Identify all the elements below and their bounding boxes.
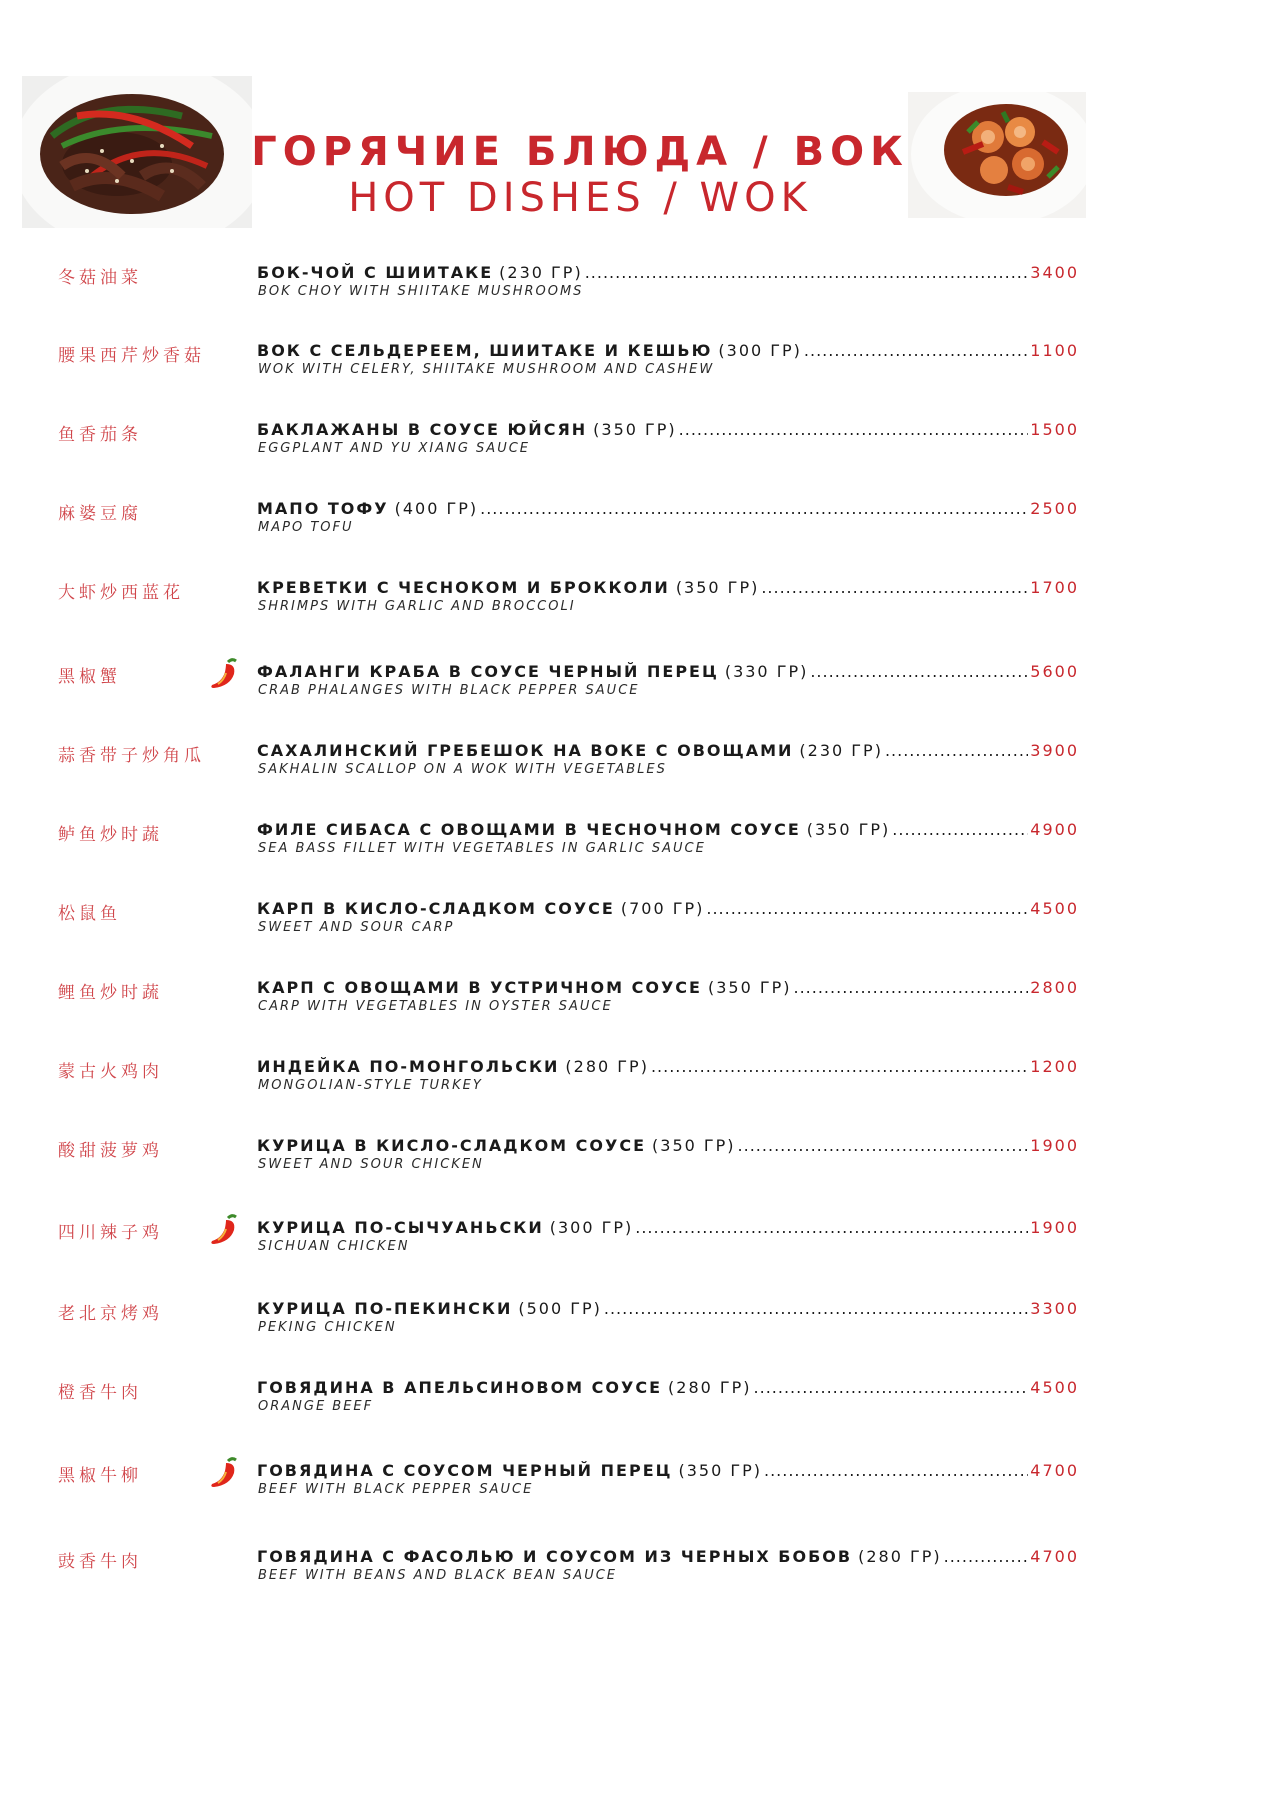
menu-item: [0, 499, 1282, 549]
dish-name-chinese: 松鼠鱼: [58, 904, 121, 924]
dish-name-chinese: 蒜香带子炒角瓜: [58, 746, 205, 766]
dish-name-russian: КУРИЦА В КИСЛО-СЛАДКОМ СОУСЕ: [257, 1136, 647, 1155]
dish-name-russian: КУРИЦА ПО-ПЕКИНСКИ: [257, 1299, 513, 1318]
dish-weight: (230 ГР): [799, 741, 883, 760]
dish-name-english: SEA BASS FILLET WITH VEGETABLES IN GARLIC SAUCE: [258, 841, 706, 856]
chili-pepper-icon: [206, 1212, 242, 1248]
dish-name-english: SHRIMPS WITH GARLIC AND BROCCOLI: [258, 599, 576, 614]
dot-leader: [764, 1461, 1028, 1480]
dot-leader: [794, 978, 1029, 997]
dish-price: 4500: [1030, 899, 1079, 918]
dish-name-english: EGGPLANT AND YU XIANG SAUCE: [258, 441, 530, 456]
dot-leader: [944, 1547, 1029, 1566]
dish-name-russian: САХАЛИНСКИЙ ГРЕБЕШОК НА ВОКЕ С ОВОЩАМИ: [257, 741, 794, 760]
dish-weight: (280 ГР): [565, 1057, 649, 1076]
dish-name-english: CRAB PHALANGES WITH BLACK PEPPER SAUCE: [258, 683, 640, 698]
dish-line: [257, 978, 1079, 997]
dish-price: 1900: [1030, 1136, 1079, 1155]
menu-item: [0, 1299, 1282, 1349]
dish-name-russian: МАПО ТОФУ: [257, 499, 389, 518]
dish-name-english: ORANGE BEEF: [258, 1399, 374, 1414]
dot-leader: [892, 820, 1028, 839]
dot-leader: [585, 263, 1029, 282]
dish-name-english: WOK WITH CELERY, SHIITAKE MUSHROOM AND CASHEW: [258, 362, 715, 377]
menu-item: [0, 741, 1282, 791]
dish-line: [257, 1547, 1079, 1566]
dish-weight: (350 ГР): [806, 820, 891, 839]
dish-name-russian: ГОВЯДИНА С ФАСОЛЬЮ И СОУСОМ ИЗ ЧЕРНЫХ БОБОВ: [257, 1547, 853, 1566]
menu-item: [0, 978, 1282, 1028]
dot-leader: [604, 1299, 1028, 1318]
dish-name-chinese: 鱼香茄条: [58, 425, 142, 445]
menu-item: [0, 820, 1282, 870]
menu-item: [0, 263, 1282, 313]
dish-name-chinese: 冬菇油菜: [58, 268, 142, 288]
dish-name-english: BEEF WITH BLACK PEPPER SAUCE: [258, 1482, 534, 1497]
dish-line: [257, 341, 1079, 360]
dish-price: 2800: [1030, 978, 1079, 997]
dish-weight: (350 ГР): [675, 578, 760, 597]
dish-name-chinese: 蒙古火鸡肉: [58, 1062, 163, 1082]
dish-line: [257, 499, 1079, 518]
dot-leader: [706, 899, 1028, 918]
dish-name-russian: КУРИЦА ПО-СЫЧУАНЬСКИ: [257, 1218, 544, 1237]
dish-name-russian: БАКЛАЖАНЫ В СОУСЕ ЮЙСЯН: [257, 420, 588, 439]
chili-pepper-icon: [206, 1455, 242, 1491]
dish-name-english: BEEF WITH BEANS AND BLACK BEAN SAUCE: [258, 1568, 618, 1583]
dish-name-russian: КРЕВЕТКИ С ЧЕСНОКОМ И БРОККОЛИ: [257, 578, 670, 597]
dish-name-chinese: 四川辣子鸡: [58, 1223, 163, 1243]
dish-price: 3400: [1030, 263, 1079, 282]
dot-leader: [480, 499, 1028, 518]
title-russian: ГОРЯЧИЕ БЛЮДА / ВОК: [251, 129, 909, 175]
dish-price: 4700: [1030, 1461, 1079, 1480]
dish-name-chinese: 豉香牛肉: [58, 1552, 142, 1572]
dot-leader: [761, 578, 1028, 597]
dish-name-russian: КАРП С ОВОЩАМИ В УСТРИЧНОМ СОУСЕ: [257, 978, 702, 997]
dish-price: 3900: [1030, 741, 1079, 760]
dish-line: [257, 741, 1079, 760]
dot-leader: [754, 1378, 1029, 1397]
dish-name-russian: ВОК С СЕЛЬДЕРЕЕМ, ШИИТАКЕ И КЕШЬЮ: [257, 341, 713, 360]
dish-weight: (300 ГР): [718, 341, 802, 360]
menu-item: [0, 1547, 1282, 1597]
dish-weight: (280 ГР): [858, 1547, 942, 1566]
dot-leader: [810, 662, 1028, 681]
menu-item: [0, 341, 1282, 391]
dish-weight: (500 ГР): [518, 1299, 602, 1318]
dish-line: [257, 1461, 1079, 1480]
dish-line: [257, 662, 1079, 681]
dish-weight: (350 ГР): [707, 978, 792, 997]
dish-price: 4900: [1030, 820, 1079, 839]
dish-name-english: SWEET AND SOUR CHICKEN: [258, 1157, 484, 1172]
dish-price: 4500: [1030, 1378, 1079, 1397]
dish-price: 1100: [1030, 341, 1079, 360]
dot-leader: [804, 341, 1028, 360]
dish-name-russian: ФАЛАНГИ КРАБА В СОУСЕ ЧЕРНЫЙ ПЕРЕЦ: [257, 662, 719, 681]
menu-item: [0, 1136, 1282, 1186]
dish-weight: (350 ГР): [652, 1136, 736, 1155]
dish-name-chinese: 酸甜菠萝鸡: [58, 1141, 163, 1161]
dish-name-russian: ГОВЯДИНА В АПЕЛЬСИНОВОМ СОУСЕ: [257, 1378, 663, 1397]
dish-price: 2500: [1030, 499, 1079, 518]
dish-name-chinese: 老北京烤鸡: [58, 1304, 163, 1324]
dish-weight: (230 ГР): [499, 263, 583, 282]
dish-name-chinese: 黑椒蟹: [58, 667, 121, 687]
dish-price: 3300: [1030, 1299, 1079, 1318]
dish-name-chinese: 腰果西芹炒香菇: [58, 346, 205, 366]
dish-name-chinese: 橙香牛肉: [58, 1383, 142, 1403]
dot-leader: [738, 1136, 1029, 1155]
dish-name-chinese: 大虾炒西蓝花: [58, 583, 184, 603]
dot-leader: [635, 1218, 1028, 1237]
dot-leader: [651, 1057, 1028, 1076]
dish-name-russian: ГОВЯДИНА С СОУСОМ ЧЕРНЫЙ ПЕРЕЦ: [257, 1461, 673, 1480]
menu-item: [0, 578, 1282, 628]
dish-line: [257, 263, 1079, 282]
dish-name-english: SAKHALIN SCALLOP ON A WOK WITH VEGETABLES: [258, 762, 667, 777]
dish-name-english: SICHUAN CHICKEN: [258, 1239, 410, 1254]
dish-name-russian: БОК-ЧОЙ С ШИИТАКЕ: [257, 263, 494, 282]
menu-item: [0, 1218, 1282, 1268]
dish-weight: (700 ГР): [620, 899, 705, 918]
dish-price: 1500: [1030, 420, 1079, 439]
dish-name-russian: ФИЛЕ СИБАСА С ОВОЩАМИ В ЧЕСНОЧНОМ СОУСЕ: [257, 820, 801, 839]
dish-weight: (330 ГР): [724, 662, 809, 681]
dish-line: [257, 1378, 1079, 1397]
dish-line: [257, 1057, 1079, 1076]
dish-price: 1200: [1030, 1057, 1079, 1076]
dish-name-chinese: 鲤鱼炒时蔬: [58, 983, 163, 1003]
dish-name-chinese: 鲈鱼炒时蔬: [58, 825, 163, 845]
dish-name-chinese: 麻婆豆腐: [58, 504, 142, 524]
dish-name-russian: КАРП В КИСЛО-СЛАДКОМ СОУСЕ: [257, 899, 615, 918]
dish-line: [257, 820, 1079, 839]
dish-name-english: SWEET AND SOUR CARP: [258, 920, 455, 935]
dish-line: [257, 420, 1079, 439]
dish-weight: (300 ГР): [549, 1218, 634, 1237]
dish-price: 1700: [1030, 578, 1079, 597]
chili-pepper-icon: [206, 656, 242, 692]
dish-name-english: MAPO TOFU: [258, 520, 354, 535]
dish-name-english: BOK CHOY WITH SHIITAKE MUSHROOMS: [258, 284, 584, 299]
dish-line: [257, 1218, 1079, 1237]
dish-name-russian: ИНДЕЙКА ПО-МОНГОЛЬСКИ: [257, 1057, 560, 1076]
dish-weight: (350 ГР): [593, 420, 677, 439]
menu-item: [0, 1461, 1282, 1511]
menu-item: [0, 420, 1282, 470]
dish-weight: (400 ГР): [394, 499, 479, 518]
title-english: HOT DISHES / WOK: [348, 175, 812, 221]
dish-price: 5600: [1030, 662, 1079, 681]
dish-line: [257, 899, 1079, 918]
dish-price: 4700: [1030, 1547, 1079, 1566]
dish-name-english: MONGOLIAN-STYLE TURKEY: [258, 1078, 483, 1093]
menu-item: [0, 1057, 1282, 1107]
dish-weight: (280 ГР): [668, 1378, 752, 1397]
dish-name-english: CARP WITH VEGETABLES IN OYSTER SAUCE: [258, 999, 613, 1014]
dish-line: [257, 1299, 1079, 1318]
dish-weight: (350 ГР): [678, 1461, 762, 1480]
menu-item: [0, 899, 1282, 949]
dish-line: [257, 578, 1079, 597]
menu-item: [0, 662, 1282, 712]
dot-leader: [679, 420, 1029, 439]
menu-item: [0, 1378, 1282, 1428]
dot-leader: [885, 741, 1028, 760]
dish-line: [257, 1136, 1079, 1155]
dish-price: 1900: [1030, 1218, 1079, 1237]
dish-name-english: PEKING CHICKEN: [258, 1320, 397, 1335]
dish-name-chinese: 黑椒牛柳: [58, 1466, 142, 1486]
